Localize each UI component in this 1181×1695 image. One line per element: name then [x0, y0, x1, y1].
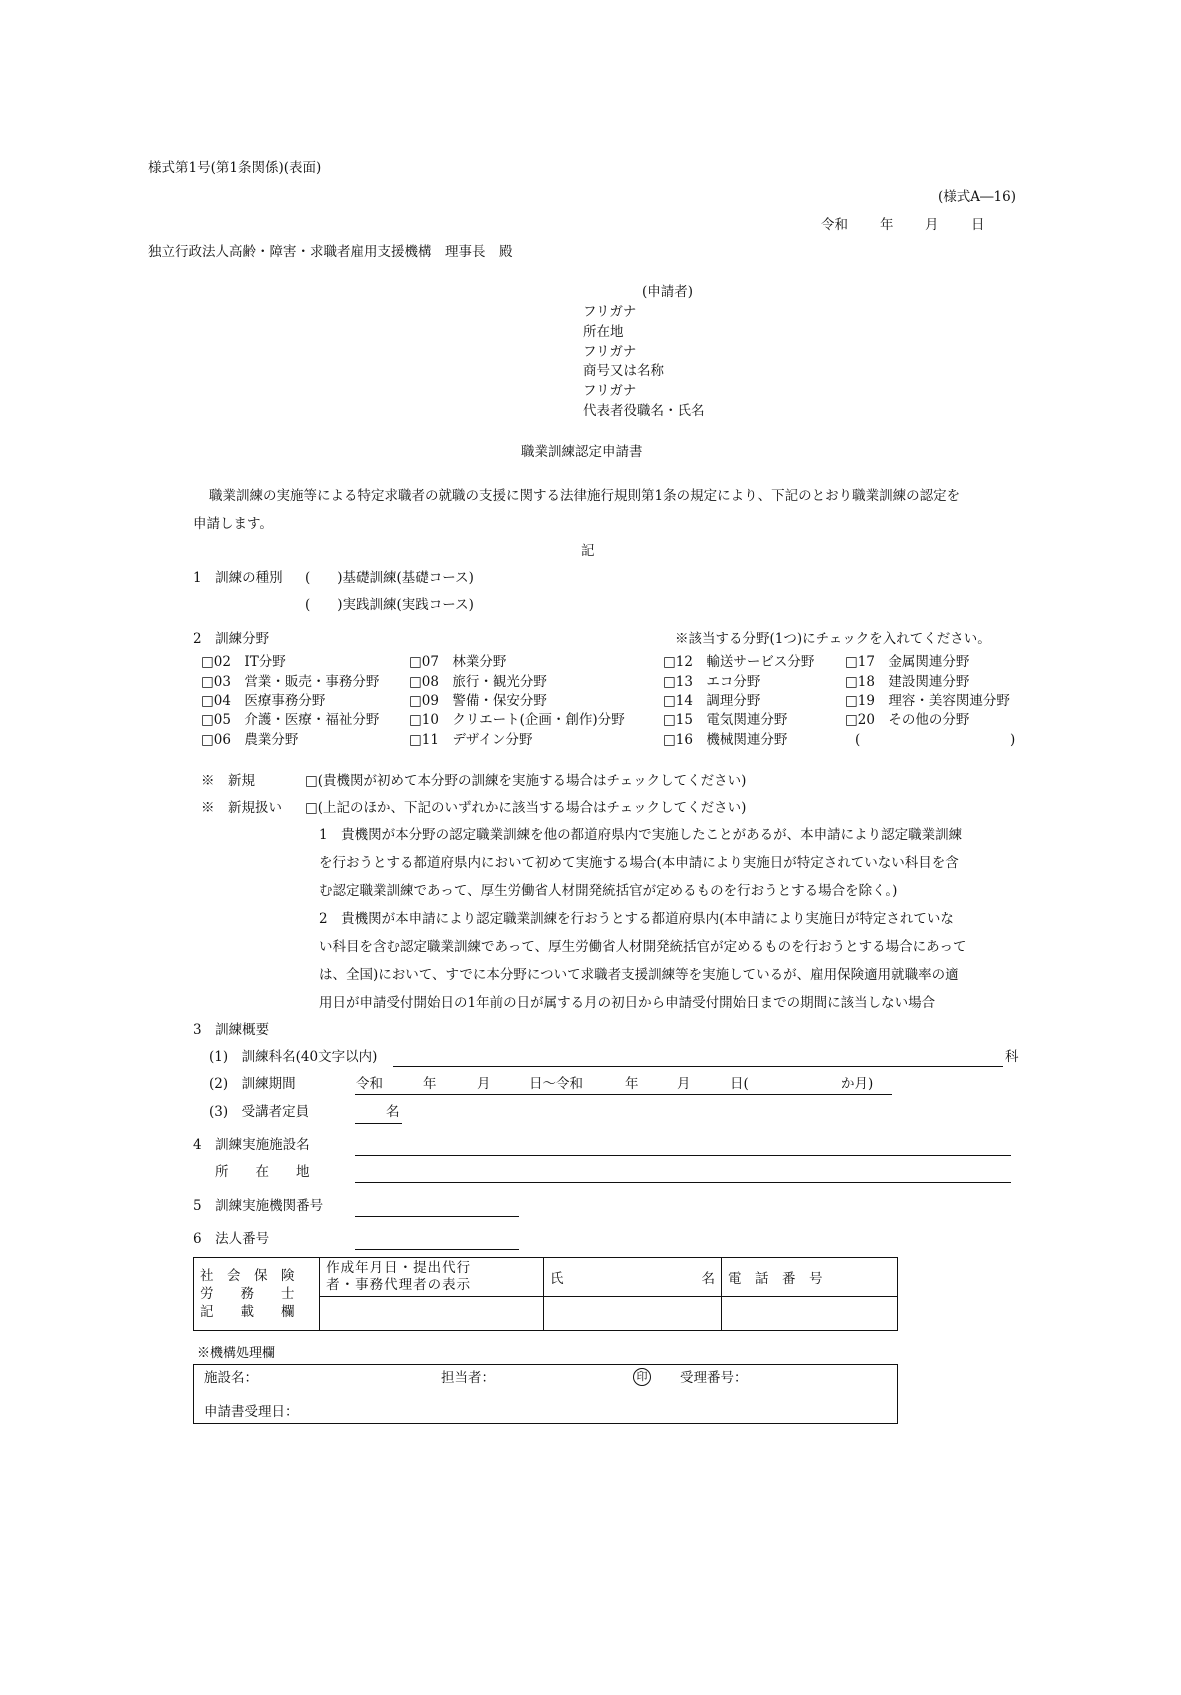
other-field-close: ): [1010, 732, 1016, 748]
field-03[interactable]: □03 営業・販売・事務分野: [201, 674, 380, 690]
new-mark: ※ 新規: [201, 773, 255, 789]
new-treatment-mark: ※ 新規扱い: [201, 800, 282, 816]
seal-icon: 印: [633, 1368, 651, 1386]
course-name-label: (1) 訓練科名(40文字以内): [209, 1049, 378, 1065]
field-09[interactable]: □09 警備・保安分野: [409, 693, 547, 709]
ki-mark: 記: [581, 543, 595, 559]
condition-2-line-2: い科目を含む認定職業訓練であって、厚生労働省人材開発統括官が定めるものを行おうとする場合にあって: [319, 939, 967, 955]
field-08[interactable]: □08 旅行・観光分野: [409, 674, 547, 690]
field-20[interactable]: □20 その他の分野: [845, 712, 970, 728]
phone-cell[interactable]: [721, 1297, 897, 1331]
period-month-1: 月: [477, 1076, 491, 1092]
name-cell[interactable]: [543, 1297, 721, 1331]
capacity-label: (3) 受講者定員: [209, 1104, 310, 1120]
condition-2-line-4: 用日が申請受付開始日の1年前の日が属する月の初日から申請受付開始日までの期間に該当しない場合: [319, 995, 936, 1011]
field-10[interactable]: □10 クリエート(企画・創作)分野: [409, 712, 625, 728]
section2-note: ※該当する分野(1つ)にチェックを入れてください。: [675, 631, 991, 647]
condition-2-line-1: 2 貴機関が本申請により認定職業訓練を行おうとする都道府県内(本申請により実施日が特定されていな: [319, 911, 954, 927]
labor-consultant-heading: [194, 1258, 320, 1331]
facility-address-line[interactable]: [355, 1182, 1011, 1183]
period-months: か月): [841, 1076, 874, 1092]
field-04[interactable]: □04 医療事務分野: [201, 693, 326, 709]
facility-name-line[interactable]: [355, 1155, 1011, 1156]
applicant-representative: 代表者役職名・氏名: [583, 403, 705, 419]
condition-1-line-1: 1 貴機関が本分野の認定職業訓練を他の都道府県内で実施したことがあるが、本申請により認定職業訓練: [319, 827, 963, 843]
field-02[interactable]: □02 IT分野: [201, 654, 286, 670]
name-header: [543, 1258, 721, 1297]
form-number: 様式第1号(第1条関係)(表面): [148, 160, 322, 176]
intro-line-1: 職業訓練の実施等による特定求職者の就職の支援に関する法律施行規則第1条の規定により、下記のとおり職業訓練の認定を: [209, 488, 961, 504]
section1-label: 1 訓練の種別: [193, 570, 283, 586]
creation-date-cell[interactable]: [320, 1297, 544, 1331]
section2-label: 2 訓練分野: [193, 631, 270, 647]
creation-date-header: [320, 1258, 544, 1297]
field-05[interactable]: □05 介護・医療・福祉分野: [201, 712, 380, 728]
heading-line-3: 記 載 欄: [200, 1304, 295, 1320]
section6-label: 6 法人番号: [193, 1231, 270, 1247]
field-19[interactable]: □19 理容・美容関連分野: [845, 693, 1010, 709]
addressee: 独立行政法人高齢・障害・求職者雇用支援機構 理事長 殿: [148, 244, 513, 260]
section3-label: 3 訓練概要: [193, 1022, 270, 1038]
style-code: (様式A―16): [938, 189, 1016, 205]
date-month: 月: [925, 217, 939, 233]
period-day-1: 日～令和: [529, 1076, 583, 1092]
field-13[interactable]: □13 エコ分野: [663, 674, 761, 690]
intro-line-2: 申請します。: [193, 516, 273, 532]
course-name-suffix: 科: [1005, 1049, 1019, 1065]
field-11[interactable]: □11 デザイン分野: [409, 732, 533, 748]
field-16[interactable]: □16 機械関連分野: [663, 732, 788, 748]
creation-date-header-line-1: 作成年月日・提出代行: [326, 1260, 472, 1276]
training-type-basic[interactable]: ( )基礎訓練(基礎コース): [305, 570, 474, 586]
capacity-unit: 名: [386, 1104, 400, 1120]
condition-1-line-2: を行おうとする都道府県内において初めて実施する場合(本申請により実施日が特定されていない科目を含: [319, 855, 959, 871]
furigana-3: フリガナ: [583, 383, 637, 399]
field-18[interactable]: □18 建設関連分野: [845, 674, 970, 690]
period-era-1: 令和: [356, 1076, 383, 1092]
furigana-2: フリガナ: [583, 344, 637, 360]
field-17[interactable]: □17 金属関連分野: [845, 654, 970, 670]
other-field-open: (: [855, 732, 861, 748]
applicant-trade-name: 商号又は名称: [583, 363, 664, 379]
period-label: (2) 訓練期間: [209, 1076, 296, 1092]
corporate-number-line[interactable]: [355, 1249, 519, 1250]
org-receipt-date-label: 申請書受理日：: [204, 1404, 299, 1420]
field-12[interactable]: □12 輸送サービス分野: [663, 654, 815, 670]
phone-header: 電 話 番 号: [721, 1258, 897, 1297]
date-year: 年: [880, 217, 894, 233]
heading-line-1: 社 会 保 険: [200, 1268, 295, 1284]
org-box-heading: ※機構処理欄: [197, 1346, 276, 1361]
period-line[interactable]: [355, 1094, 892, 1095]
field-07[interactable]: □07 林業分野: [409, 654, 507, 670]
new-checkbox[interactable]: □(貴機関が初めて本分野の訓練を実施する場合はチェックしてください): [305, 773, 747, 789]
institution-number-line[interactable]: [355, 1216, 519, 1217]
period-year-2: 年: [625, 1076, 639, 1092]
org-receipt-number-label: 受理番号：: [680, 1370, 748, 1386]
org-facility-label: 施設名：: [204, 1370, 258, 1386]
period-month-2: 月: [677, 1076, 691, 1092]
period-day-2: 日(: [730, 1076, 749, 1092]
capacity-line[interactable]: [355, 1123, 402, 1124]
name-header-first: 氏: [549, 1271, 564, 1287]
date-day: 日: [971, 217, 985, 233]
course-name-line[interactable]: [393, 1066, 1003, 1067]
field-15[interactable]: □15 電気関連分野: [663, 712, 788, 728]
condition-1-line-3: む認定職業訓練であって、厚生労働省人材開発統括官が定めるものを行おうとする場合を除く。): [319, 883, 898, 899]
new-treatment-checkbox[interactable]: □(上記のほか、下記のいずれかに該当する場合はチェックしてください): [305, 800, 747, 816]
field-14[interactable]: □14 調理分野: [663, 693, 761, 709]
applicant-address: 所在地: [583, 324, 624, 340]
heading-line-2: 労 務 士: [200, 1286, 295, 1302]
creation-date-header-line-2: 者・事務代理者の表示: [326, 1277, 472, 1293]
training-type-practical[interactable]: ( )実践訓練(実践コース): [305, 597, 474, 613]
condition-2-line-3: は、全国)において、すでに本分野について求職者支援訓練等を実施しているが、雇用保険適用就職率の適: [319, 967, 959, 983]
org-staff-label: 担当者：: [441, 1370, 495, 1386]
section5-label: 5 訓練実施機関番号: [193, 1198, 324, 1214]
document-title: 職業訓練認定申請書: [521, 444, 643, 460]
period-year-1: 年: [423, 1076, 437, 1092]
field-06[interactable]: □06 農業分野: [201, 732, 299, 748]
date-era: 令和: [821, 217, 848, 233]
furigana-1: フリガナ: [583, 304, 637, 320]
section4-label: 4 訓練実施施設名: [193, 1137, 310, 1153]
applicant-heading: (申請者): [642, 284, 694, 300]
name-header-second: 名: [701, 1271, 715, 1287]
facility-address-label: 所 在 地: [215, 1164, 310, 1180]
labor-consultant-table: [193, 1257, 898, 1331]
